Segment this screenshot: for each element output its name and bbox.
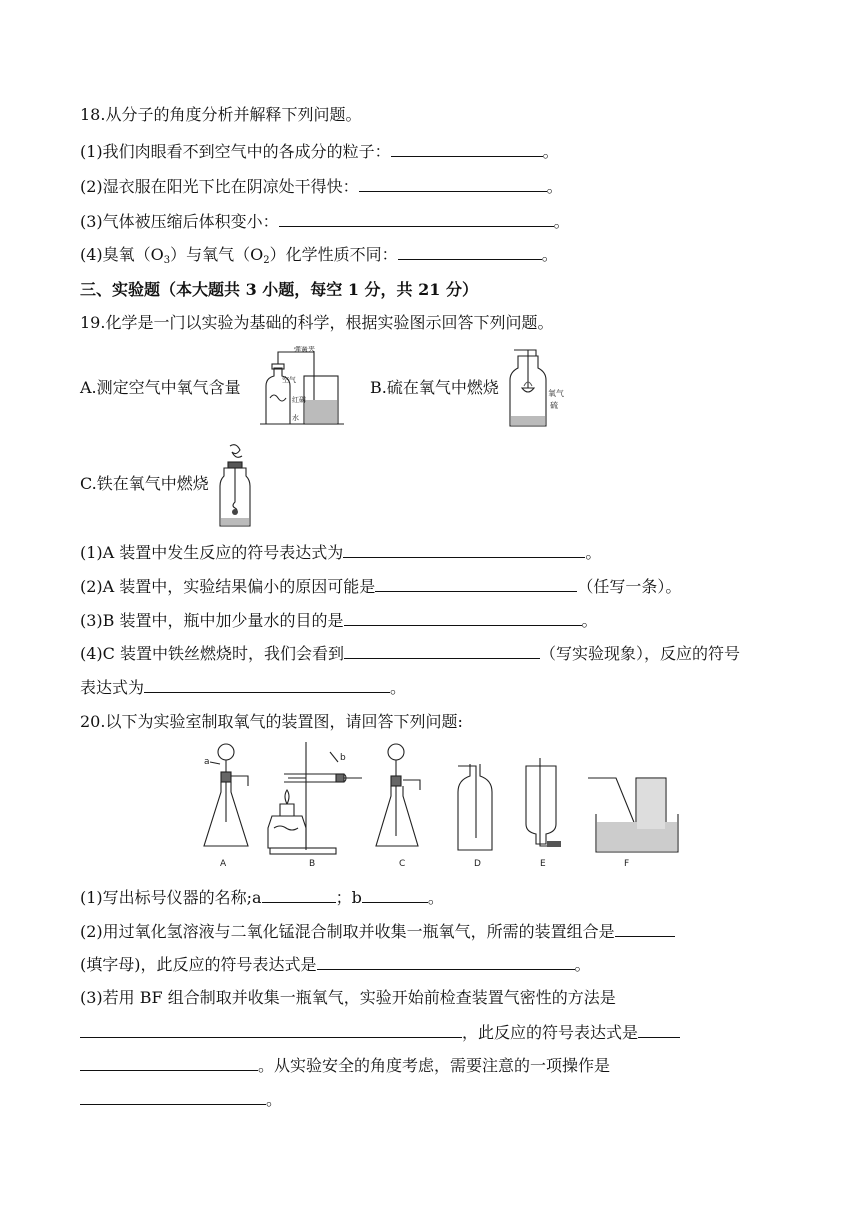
q20-part1-text: (1)写出标号仪器的名称;a: [80, 888, 262, 907]
figure-oxygen-measurement: [258, 346, 348, 426]
q19-part2-tail: （任写一条）。: [577, 577, 682, 596]
q18-part2: [80, 175, 563, 198]
q20-part3-line2: [80, 1021, 680, 1044]
q19-part4-tail: （写实验现象），反应的符号: [540, 644, 741, 663]
answer-blank[interactable]: [80, 1088, 266, 1105]
answer-blank[interactable]: [343, 541, 585, 558]
label-oxygen: 氧气: [548, 389, 564, 398]
q18-part4-text-c: ）化学性质不同：: [269, 245, 398, 264]
q19-part1-text: (1)A 装置中发生反应的符号表达式为: [80, 543, 344, 562]
q19-label-a: A.测定空气中氧气含量: [80, 378, 241, 397]
q19-part1: [80, 541, 601, 564]
q19-label-c: C.铁在氧气中燃烧: [80, 474, 209, 493]
period: 。: [541, 245, 558, 264]
q20-part3-line2-text: ，此反应的符号表达式是: [462, 1023, 639, 1042]
apparatus-label-f: F: [624, 859, 630, 869]
period: 。: [574, 955, 591, 974]
label-sulfur: 硫: [550, 401, 558, 410]
q19-part4: [80, 642, 740, 665]
period: 。: [585, 543, 602, 562]
figure-oxygen-apparatus: [196, 738, 682, 872]
q20-part3-line3: [80, 1054, 610, 1077]
apparatus-label-b: B: [309, 859, 316, 869]
q20-stem: 20.以下为实验室制取氧气的装置图，请回答下列问题:: [80, 712, 463, 731]
period: 。: [546, 177, 563, 196]
q20-part1: [80, 886, 444, 909]
q19-part4-text: (4)C 装置中铁丝燃烧时，我们会看到: [80, 644, 344, 663]
subscript: 3: [163, 255, 171, 266]
answer-blank[interactable]: [344, 642, 540, 659]
apparatus-label-d: D: [474, 859, 481, 869]
q20-part2-text: (2)用过氧化氢溶液与二氧化锰混合制取并收集一瓶氧气，所需的装置组合是: [80, 922, 615, 941]
q19-part2: [80, 575, 681, 598]
q20-part3-line3-text: 。从实验安全的角度考虑，需要注意的一项操作是: [258, 1056, 611, 1075]
answer-blank[interactable]: [279, 210, 554, 227]
mark-a: a: [204, 757, 210, 767]
q19-stem: 19.化学是一门以实验为基础的科学，根据实验图示回答下列问题。: [80, 313, 554, 332]
subscript: 2: [263, 255, 270, 266]
period: 。: [542, 142, 559, 161]
q18-part4-text-a: (4)臭氧（O: [80, 245, 164, 264]
q19-part3-text: (3)B 装置中，瓶中加少量水的目的是: [80, 611, 344, 630]
q20-part3-line4: [80, 1088, 282, 1111]
answer-blank[interactable]: [362, 886, 428, 903]
mark-b: b: [340, 753, 346, 763]
q20-part2-line2-text: (填字母)，此反应的符号表达式是: [80, 955, 317, 974]
figure-iron-burning: [218, 442, 254, 528]
q20-part2: [80, 920, 675, 943]
q19-part4-line2: [80, 676, 406, 699]
answer-blank[interactable]: [398, 243, 542, 260]
apparatus-label-c: C: [399, 859, 406, 869]
period: 。: [553, 212, 570, 231]
answer-blank[interactable]: [344, 609, 582, 626]
answer-blank[interactable]: [80, 1054, 258, 1071]
q20-part2-line2: [80, 953, 591, 976]
apparatus-label-e: E: [540, 859, 546, 869]
q19-part3: [80, 609, 598, 632]
answer-blank[interactable]: [375, 575, 577, 592]
period: 。: [427, 888, 444, 907]
q18-part4: [80, 243, 558, 272]
q18-part4-text-b: ）与氧气（O: [170, 245, 264, 264]
q19-part4-line2-text: 表达式为: [80, 678, 145, 697]
answer-blank[interactable]: [317, 953, 575, 970]
q20-part1-sep: ；b: [335, 888, 362, 907]
q19-label-b: B.硫在氧气中燃烧: [370, 378, 499, 397]
q18-part3-text: (3)气体被压缩后体积变小：: [80, 212, 279, 231]
q19-part2-text: (2)A 装置中，实验结果偏小的原因可能是: [80, 577, 376, 596]
label-phosphorus: 红磷: [292, 396, 306, 404]
period: 。: [390, 678, 407, 697]
answer-blank[interactable]: [638, 1021, 680, 1038]
answer-blank[interactable]: [359, 175, 547, 192]
q18-part1: [80, 140, 559, 163]
q18-stem: 18.从分子的角度分析并解释下列问题。: [80, 105, 362, 124]
q18-part1-text: (1)我们肉眼看不到空气中的各成分的粒子：: [80, 142, 391, 161]
figure-sulfur-burning: [506, 346, 568, 430]
answer-blank[interactable]: [144, 676, 390, 693]
answer-blank[interactable]: [80, 1021, 462, 1038]
label-water: 水: [292, 414, 299, 422]
answer-blank[interactable]: [391, 140, 543, 157]
period: 。: [266, 1090, 283, 1109]
section-heading: 三、实验题（本大题共 3 小题，每空 1 分，共 21 分）: [80, 280, 478, 299]
answer-blank[interactable]: [262, 886, 336, 903]
q18-part2-text: (2)湿衣服在阳光下比在阴凉处干得快：: [80, 177, 359, 196]
label-air: 空气: [282, 376, 296, 384]
label-clamp: 弹簧夹: [294, 346, 315, 353]
answer-blank[interactable]: [615, 920, 675, 937]
q20-part3: (3)若用 BF 组合制取并收集一瓶氧气，实验开始前检查装置气密性的方法是: [80, 988, 616, 1007]
q18-part3: [80, 210, 570, 233]
period: 。: [581, 611, 598, 630]
apparatus-label-a: A: [220, 859, 227, 869]
